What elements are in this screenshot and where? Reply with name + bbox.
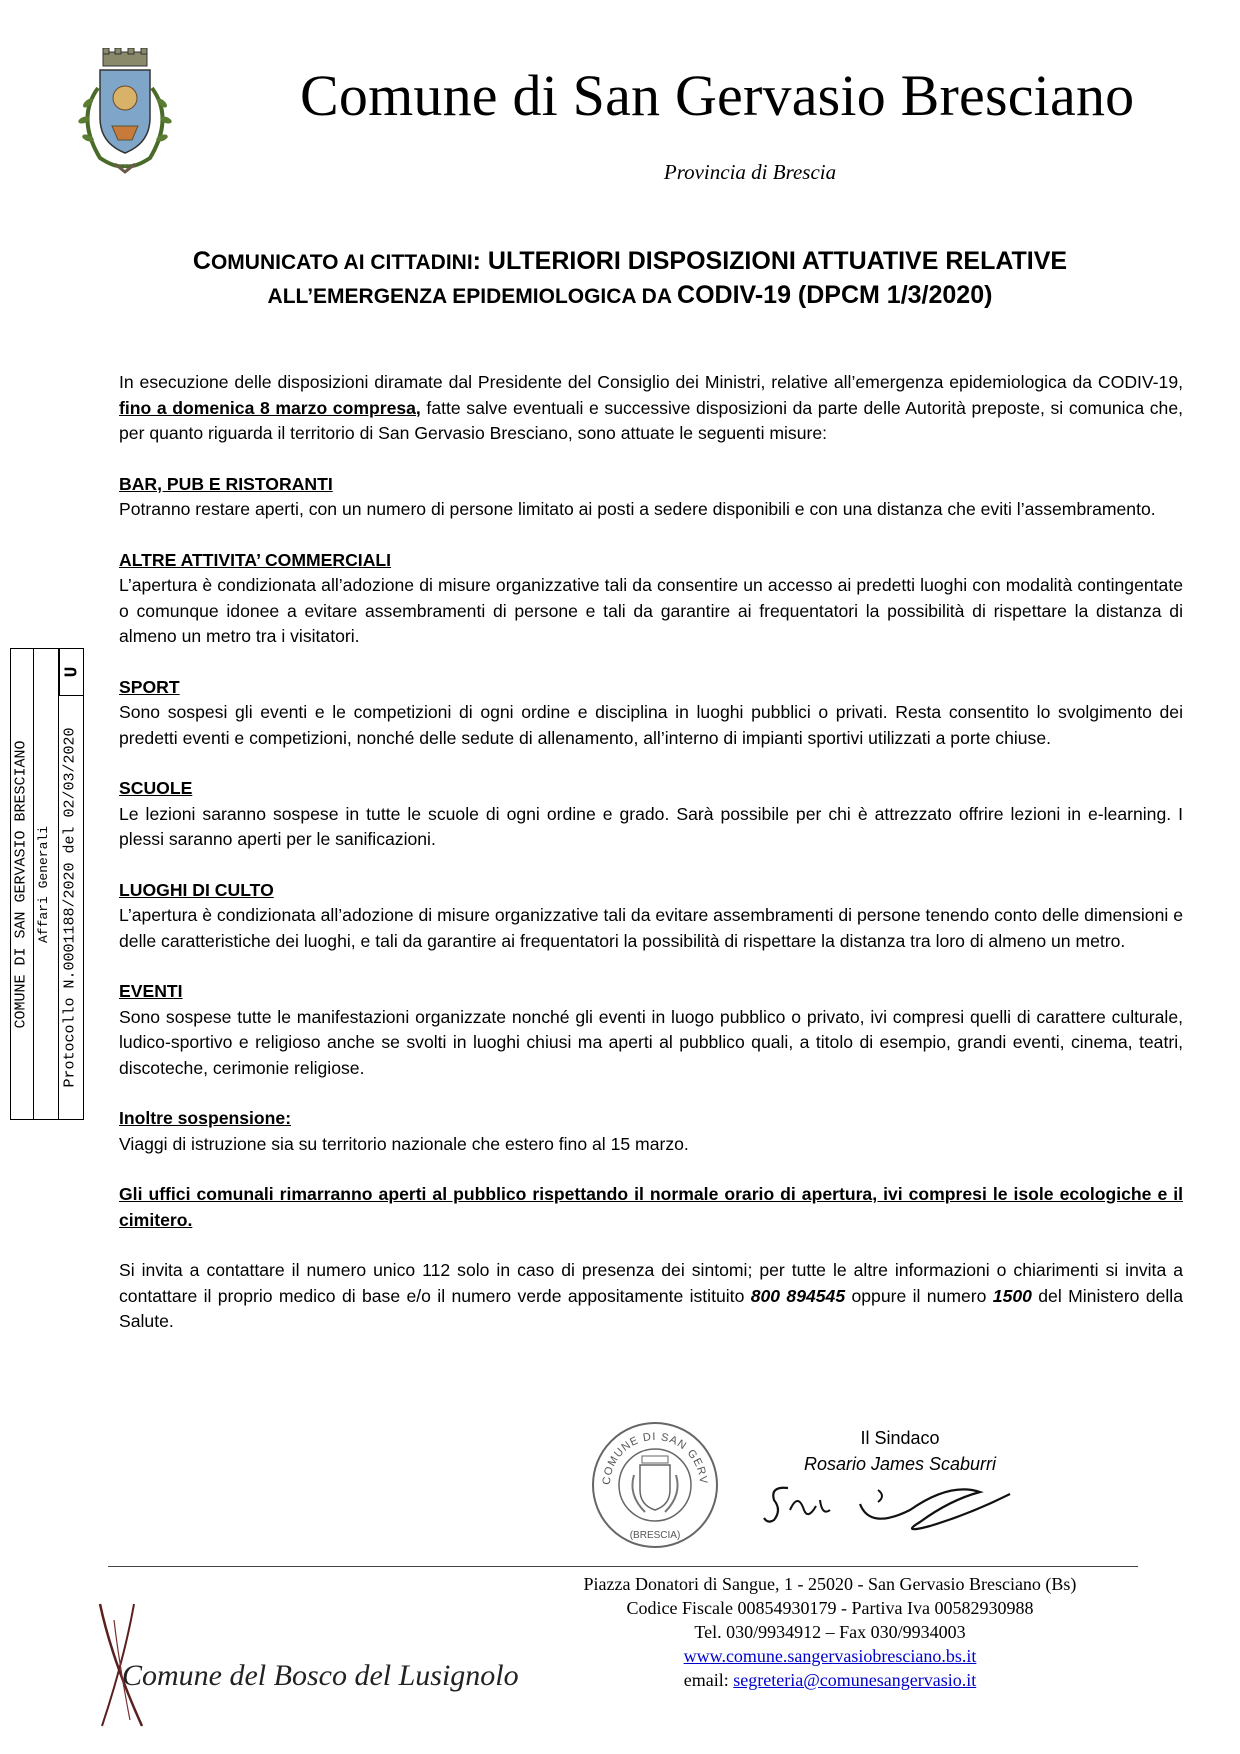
section-text: L’apertura è condizionata all’adozione di misure organizzative tali da consentire un accesso ai predetti luoghi con modalità contingentate o comunque idonee a evitare assembramenti di persone e tali da garantire ai frequentatori la possibilità di rispettare la distanza di almeno un metro tra i visitatori.: [119, 575, 1183, 646]
section-title: BAR, PUB E RISTORANTI: [119, 473, 333, 494]
section-suspension: [119, 1106, 1183, 1157]
notice-heading: [100, 245, 1160, 313]
section-text: L’apertura è condizionata all’adozione di misure organizzative tali da evitare assembramenti di persone tenendo conto delle dimensioni e delle caratteristiche dei luoghi, e tali da garantire ai frequentatori la possibilità di rispettare la distanza tra loro di almeno un metro.: [119, 905, 1183, 951]
stamp-office: COMUNE DI SAN GERVASIO BRESCIANO: [12, 739, 30, 1029]
signer-name: Rosario James Scaburri: [803, 1454, 997, 1474]
notice-body: [119, 370, 1183, 1335]
section-bar: [119, 472, 1183, 523]
closing-paragraph: Si invita a contattare il numero unico 112 solo in caso di presenza dei sintomi; per tutte le altre informazioni o chiarimenti si invita a contattare il proprio medico di base e/o il numero verde appositamente istituito 800 894545 oppure il numero 1500 del Ministero della Salute.: [119, 1260, 1183, 1331]
svg-text:Comune del Bosco del Lusignolo: Comune del Bosco del Lusignolo: [122, 1659, 519, 1692]
intro-paragraph: In esecuzione delle disposizioni diramate dal Presidente del Consiglio dei Ministri, relative all’emergenza epidemiologica da CODIV-19, fino a domenica 8 marzo compresa, fatte salve eventuali e successive disposizioni da parte delle Autorità preposte, si comunica che, per quanto riguarda il territorio di San Gervasio Bresciano, sono attuate le seguenti misure:: [119, 372, 1183, 443]
heading-line-1: COMUNICATO AI CITTADINI: ULTERIORI DISPOSIZIONI ATTUATIVE RELATIVE: [192, 247, 1068, 275]
section-text: Sono sospese tutte le manifestazioni organizzate nonché gli eventi in luogo pubblico o privato, ivi compresi quelli di carattere culturale, ludico-sportivo e religioso anche se svolti in luoghi chiusi ma aperti al pubblico quali, a titolo di esempio, grandi eventi, cinema, teatri, discoteche, cerimonie religiose.: [119, 1006, 1183, 1078]
section-title: LUOGHI DI CULTO: [119, 879, 274, 900]
province-subtitle: Provincia di Brescia: [663, 160, 837, 184]
ministry-number: 1500: [992, 1285, 1032, 1306]
section-text: Le lezioni saranno sospese in tutte le scuole di ogni ordine e grado. Sarà possibile per chi è attrezzato offrire lezioni in e-learning. I plessi saranno aperti per le sanificazioni.: [119, 803, 1183, 849]
green-number: 800 894545: [750, 1285, 846, 1306]
bosco-lusignolo-logo: [92, 1600, 532, 1730]
section-schools: [119, 776, 1183, 853]
section-text: Sono sospesi gli eventi e le competizioni di ogni ordine e disciplina in luoghi pubblici o privati. Resta consentito lo svolgimento dei predetti eventi e competizioni, nonché delle sedute di allenamento, all’interno di impianti sportivi utilizzati a porte chiuse.: [119, 702, 1183, 748]
footer-email: email: segreteria@comunesangervasio.it: [683, 1670, 977, 1690]
section-title: ALTRE ATTIVITA’ COMMERCIALI: [119, 549, 392, 570]
section-events: [119, 979, 1183, 1081]
footer-phone: Tel. 030/9934912 – Fax 030/9934003: [694, 1622, 966, 1642]
section-sport: [119, 675, 1183, 752]
section-title: SCUOLE: [119, 778, 193, 798]
municipal-seal: [590, 1420, 720, 1550]
section-commerce: [119, 548, 1183, 650]
section-text: Potranno restare aperti, con un numero di persone limitato ai posti a sedere disponibili e con una distanza che eviti l’assembramento.: [119, 499, 1156, 519]
section-title: EVENTI: [119, 981, 183, 1001]
page-title: Comune di San Gervasio Bresciano: [300, 63, 1135, 128]
website-link[interactable]: www.comune.sangervasiobresciano.bs.it: [683, 1646, 977, 1666]
section-worship: [119, 878, 1183, 955]
svg-text:COMUNE DI SAN GERVASIO BRESCIA: COMUNE DI SAN GERV: [600, 1430, 710, 1486]
municipal-crest: [70, 48, 180, 178]
section-title: SPORT: [119, 676, 180, 697]
section-title: Inoltre sospensione:: [119, 1108, 292, 1128]
stamp-badge: U: [59, 649, 84, 696]
heading-line-2: ALL’EMERGENZA EPIDEMIOLOGICA DA CODIV-19 (DPCM 1/3/2020): [267, 281, 993, 309]
email-link[interactable]: segreteria@comunesangervasio.it: [733, 1670, 977, 1690]
signer-role: Il Sindaco: [860, 1428, 940, 1448]
svg-text:(BRESCIA): (BRESCIA): [629, 1530, 681, 1541]
footer-fiscal: Codice Fiscale 00854930179 - Partiva Iva 00582930988: [626, 1598, 1034, 1618]
footer-address: Piazza Donatori di Sangue, 1 - 25020 - San Gervasio Bresciano (Bs): [583, 1574, 1077, 1594]
protocol-stamp: [10, 648, 84, 1120]
handwritten-signature: [760, 1470, 1020, 1540]
stamp-department: Affari Generali: [36, 825, 52, 943]
footer-contacts: [540, 1572, 1120, 1692]
section-text: Viaggi di istruzione sia su territorio nazionale che estero fino al 15 marzo.: [119, 1133, 689, 1154]
stamp-protocol-number: Protocollo N.0001188/2020 del 02/03/2020: [62, 726, 79, 1088]
footer-divider: [108, 1566, 1138, 1567]
offices-notice: Gli uffici comunali rimarranno aperti al pubblico rispettando il normale orario di apertura, ivi compresi le isole ecologiche e il cimitero.: [119, 1184, 1183, 1230]
